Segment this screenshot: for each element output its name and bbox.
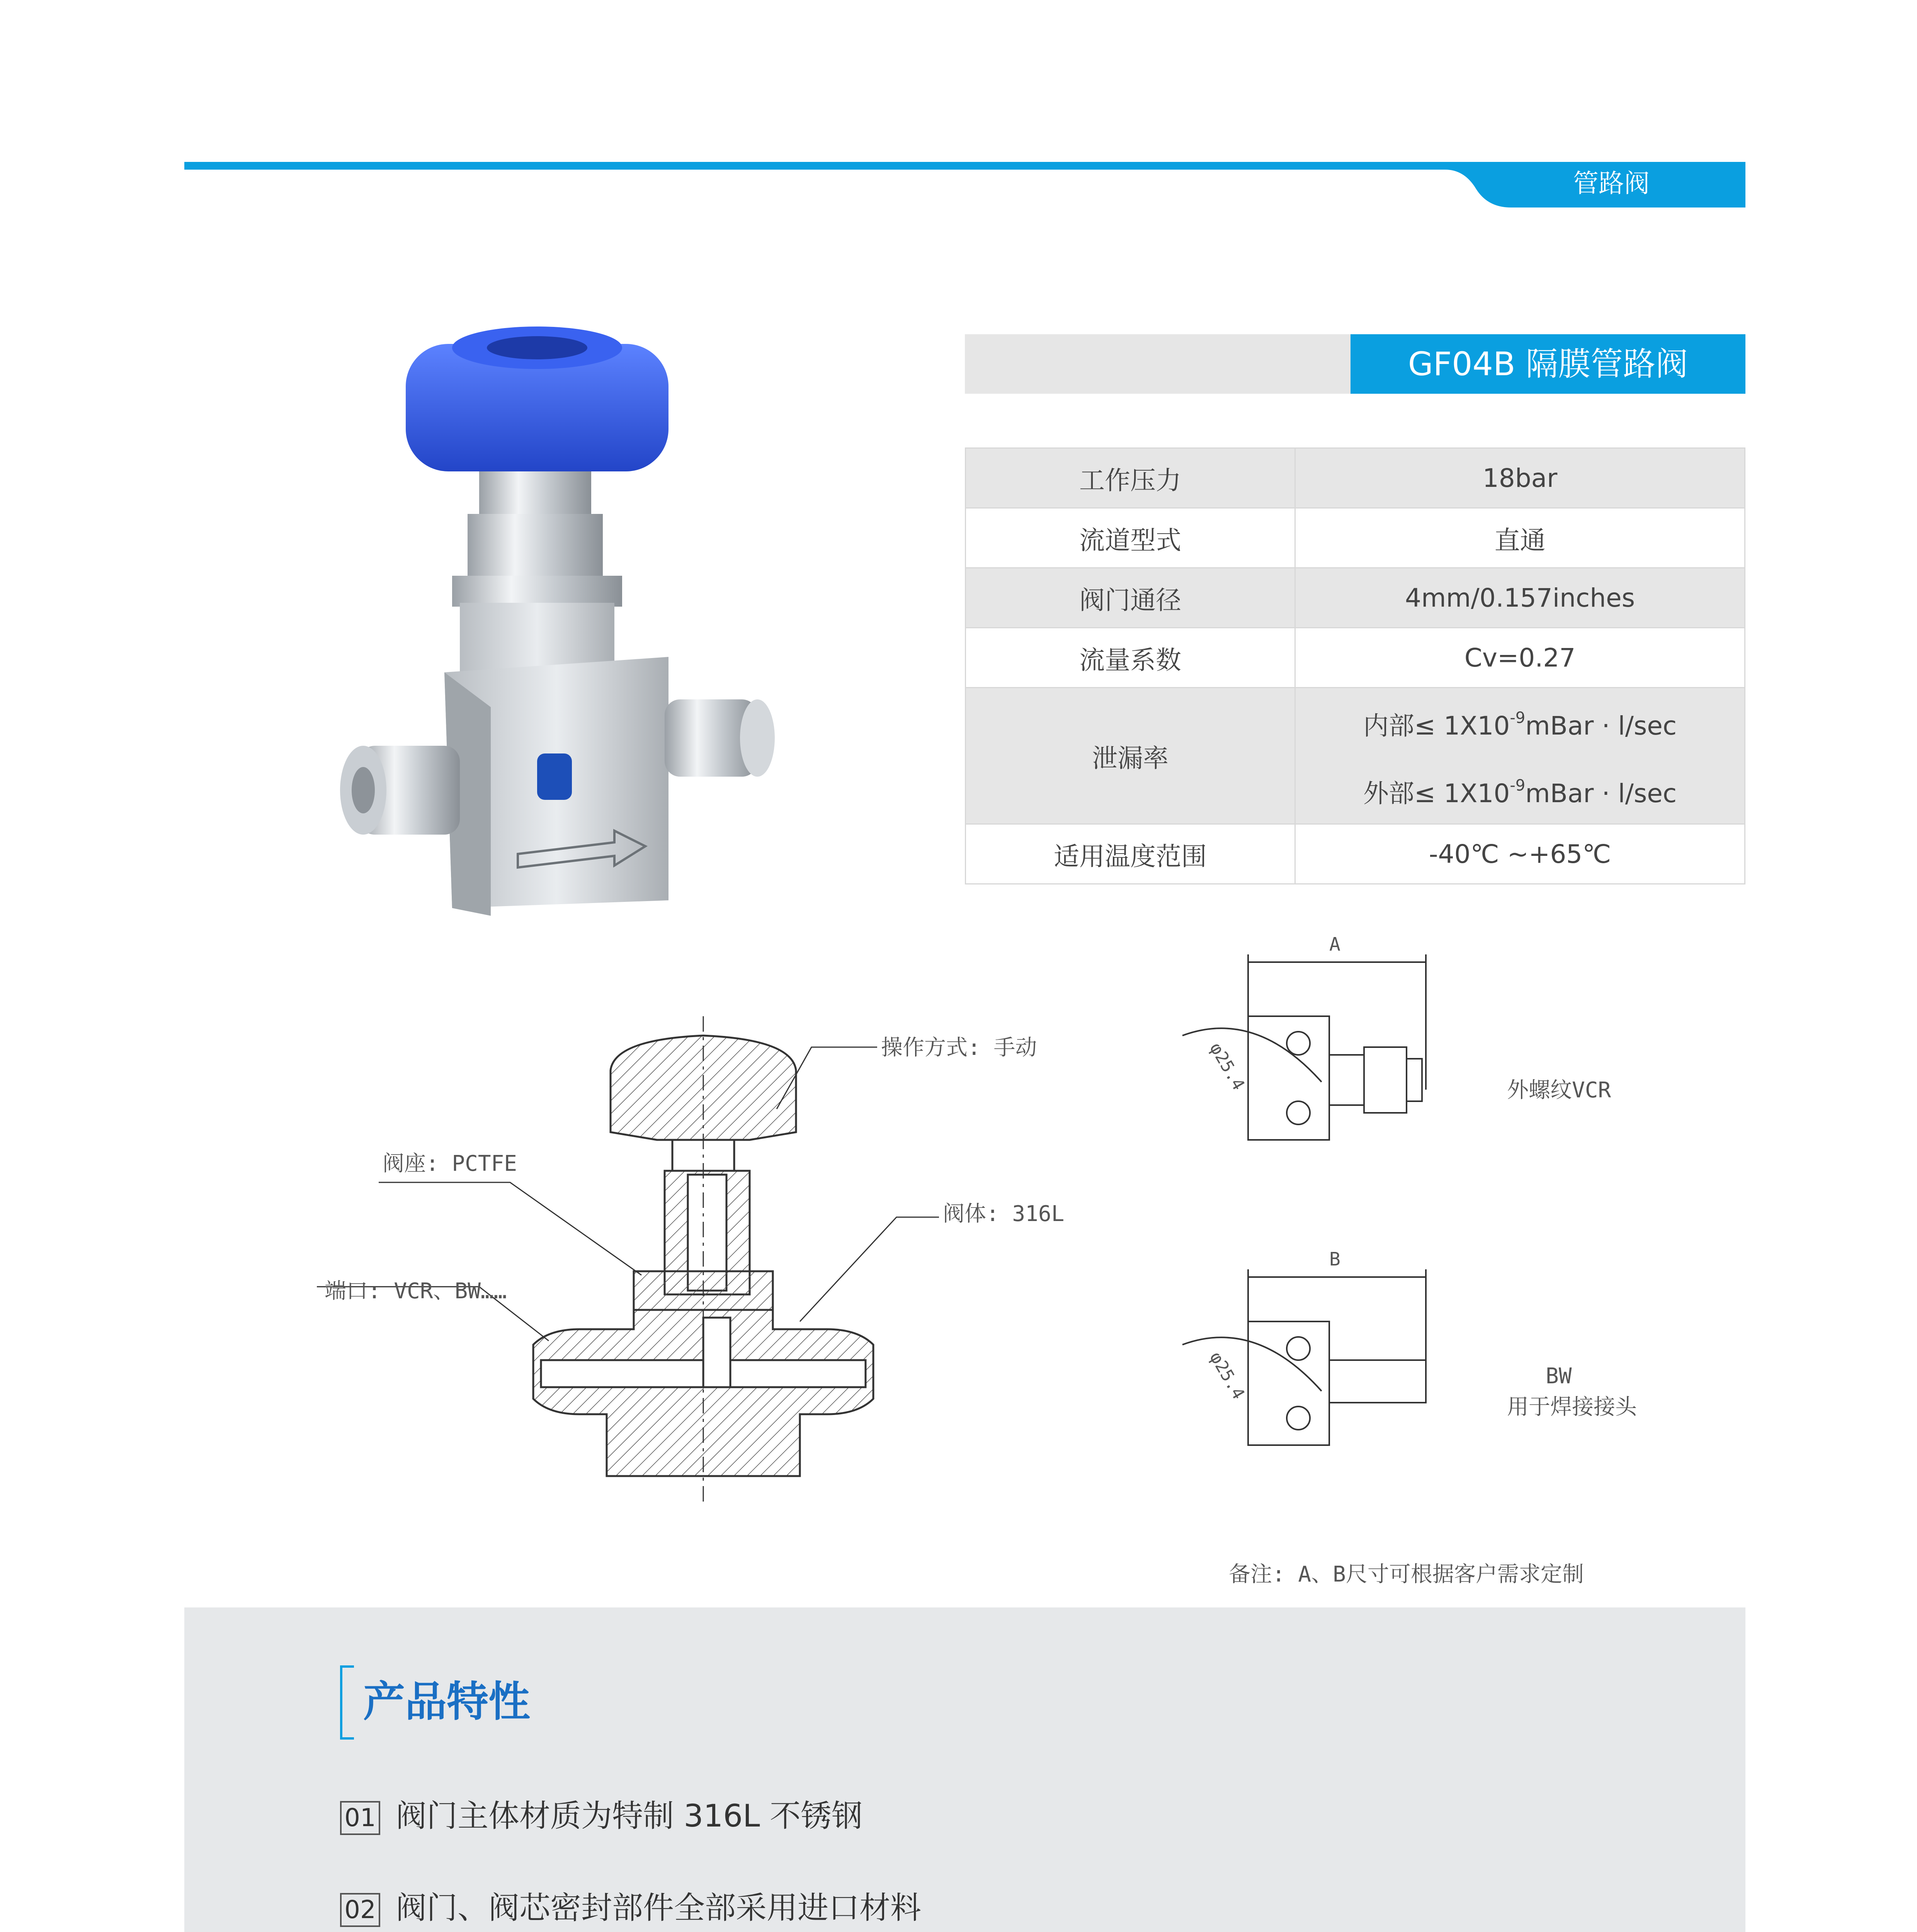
leak-external bbox=[1296, 756, 1744, 823]
spec-value: Cv=0.27 bbox=[1295, 628, 1745, 688]
section-label: 管路阀 bbox=[1573, 168, 1650, 198]
table-row bbox=[966, 568, 1745, 628]
type-bw-desc: 用于焊接接头 bbox=[1507, 1395, 1637, 1420]
label-operation: 操作方式: 手动 bbox=[881, 1035, 1037, 1060]
product-title: GF04B 隔膜管路阀 bbox=[1351, 334, 1745, 394]
spec-value-leak bbox=[1295, 688, 1745, 824]
leak-external-unit: mBar · l/sec bbox=[1525, 779, 1677, 808]
spec-key: 工作压力 bbox=[966, 448, 1295, 508]
diameter-label-bw: φ25.4 bbox=[1206, 1349, 1249, 1403]
spec-key: 泄漏率 bbox=[966, 688, 1295, 824]
leak-external-exp: -9 bbox=[1510, 777, 1526, 794]
spec-value: -40℃ ~+65℃ bbox=[1295, 824, 1745, 884]
list-item bbox=[340, 1797, 862, 1835]
table-row bbox=[966, 448, 1745, 508]
spec-table bbox=[965, 447, 1745, 884]
label-body: 阀体: 316L bbox=[943, 1201, 1065, 1226]
table-row bbox=[966, 688, 1745, 824]
table-row bbox=[966, 824, 1745, 884]
feature-text: 阀门、阀芯密封部件全部采用进口材料 bbox=[396, 1890, 921, 1926]
type-vcr-label: 外螺纹VCR bbox=[1507, 1078, 1611, 1103]
dim-b: B bbox=[1329, 1248, 1340, 1270]
leak-internal-unit: mBar · l/sec bbox=[1525, 711, 1677, 741]
features-panel bbox=[184, 1607, 1745, 1932]
diameter-label-vcr: φ25.4 bbox=[1206, 1039, 1249, 1094]
leak-external-pre: 外部≤ 1X10 bbox=[1363, 779, 1510, 808]
spec-key: 流量系数 bbox=[966, 628, 1295, 688]
leak-internal bbox=[1296, 688, 1744, 756]
table-row bbox=[966, 508, 1745, 568]
type-bw-label: BW bbox=[1546, 1364, 1572, 1389]
dimension-note: 备注: A、B尺寸可根据客户需求定制 bbox=[1229, 1562, 1584, 1587]
feature-text: 阀门主体材质为特制 316L 不锈钢 bbox=[396, 1798, 863, 1834]
label-seat: 阀座: PCTFE bbox=[383, 1151, 517, 1176]
label-port: 端口: VCR、BW…… bbox=[325, 1279, 507, 1304]
spec-value: 18bar bbox=[1295, 448, 1745, 508]
features-title: 产品特性 bbox=[363, 1678, 531, 1726]
spec-key: 流道型式 bbox=[966, 508, 1295, 568]
spec-key: 阀门通径 bbox=[966, 568, 1295, 628]
cross-section-drawing bbox=[317, 1001, 1109, 1530]
leak-internal-exp: -9 bbox=[1510, 709, 1526, 727]
dim-a: A bbox=[1329, 934, 1340, 955]
spec-value: 直通 bbox=[1295, 508, 1745, 568]
table-row bbox=[966, 628, 1745, 688]
valve-photo bbox=[336, 321, 777, 923]
feature-number: 02 bbox=[340, 1893, 380, 1927]
spec-key: 适用温度范围 bbox=[966, 824, 1295, 884]
leak-internal-pre: 内部≤ 1X10 bbox=[1363, 711, 1510, 741]
list-item bbox=[340, 1889, 921, 1927]
features-title-bracket bbox=[340, 1665, 354, 1740]
dimension-drawing bbox=[1159, 920, 1700, 1549]
spec-value: 4mm/0.157inches bbox=[1295, 568, 1745, 628]
feature-number: 01 bbox=[340, 1801, 380, 1835]
